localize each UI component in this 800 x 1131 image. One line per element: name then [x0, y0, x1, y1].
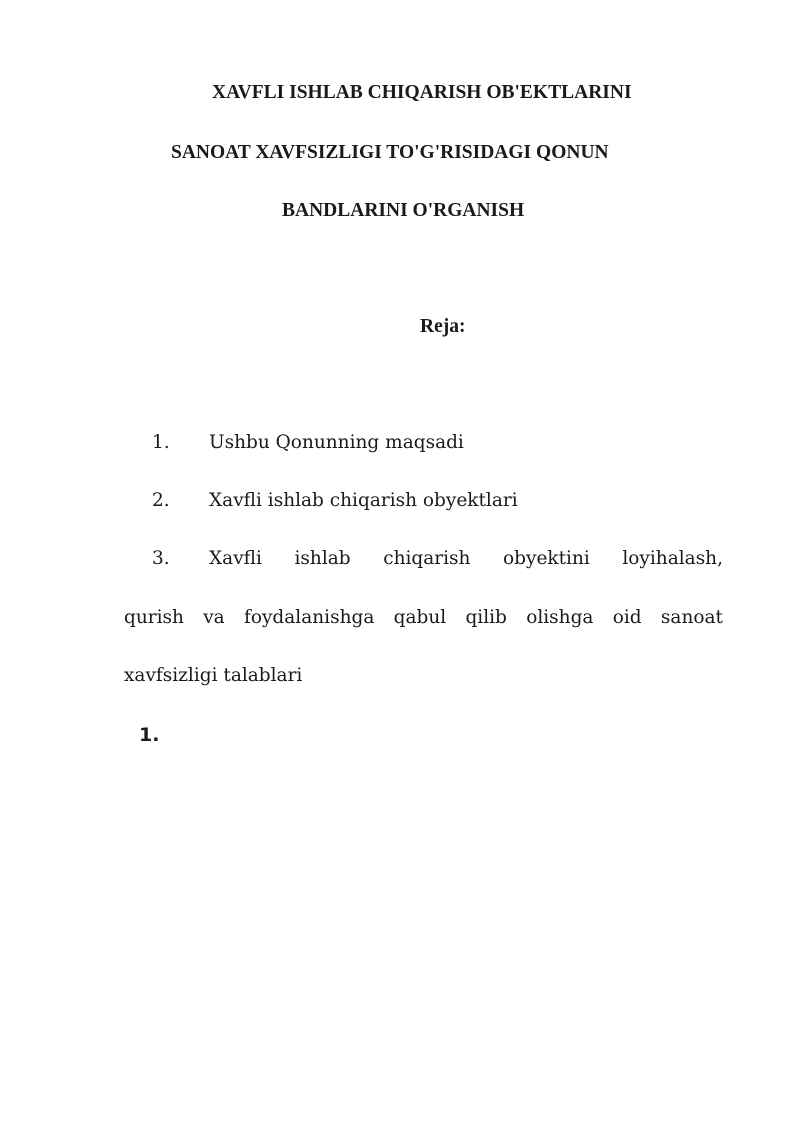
plan-heading: Reja:	[420, 316, 466, 337]
plan-item-1-number: 1.	[152, 432, 170, 453]
plan-item-1-text: Ushbu Qonunning maqsadi	[209, 432, 464, 453]
plan-item-2-text: Xavfli ishlab chiqarish obyektlari	[209, 490, 518, 511]
word: oid	[612, 607, 642, 628]
word: chiqarish	[383, 548, 471, 569]
title-line-2: SANOAT XAVFSIZLIGI TO'G'RISIDAGI QONUN	[171, 142, 609, 163]
plan-item-2-number: 2.	[152, 490, 170, 511]
word: loyihalash,	[622, 548, 723, 569]
word: sanoat	[660, 607, 723, 628]
title-line-1: XAVFLI ISHLAB CHIQARISH OB'EKTLARINI	[212, 82, 632, 103]
plan-item-3-line-3: xavfsizligi talablari	[124, 665, 303, 686]
section-number: 1.	[139, 724, 160, 746]
plan-item-3-line-1	[209, 550, 723, 569]
title-line-3: BANDLARINI O'RGANISH	[282, 200, 525, 221]
word: obyektini	[503, 548, 590, 569]
word: qabul	[393, 607, 447, 628]
word: qilib	[465, 607, 507, 628]
word: qurish	[124, 607, 184, 628]
word: ishlab	[294, 548, 351, 569]
word: foydalanishga	[243, 607, 375, 628]
plan-item-3-line-2	[124, 609, 723, 628]
plan-item-3-number: 3.	[152, 548, 170, 569]
word: olishga	[526, 607, 594, 628]
word: Xavfli	[209, 548, 262, 569]
word: va	[203, 607, 225, 628]
